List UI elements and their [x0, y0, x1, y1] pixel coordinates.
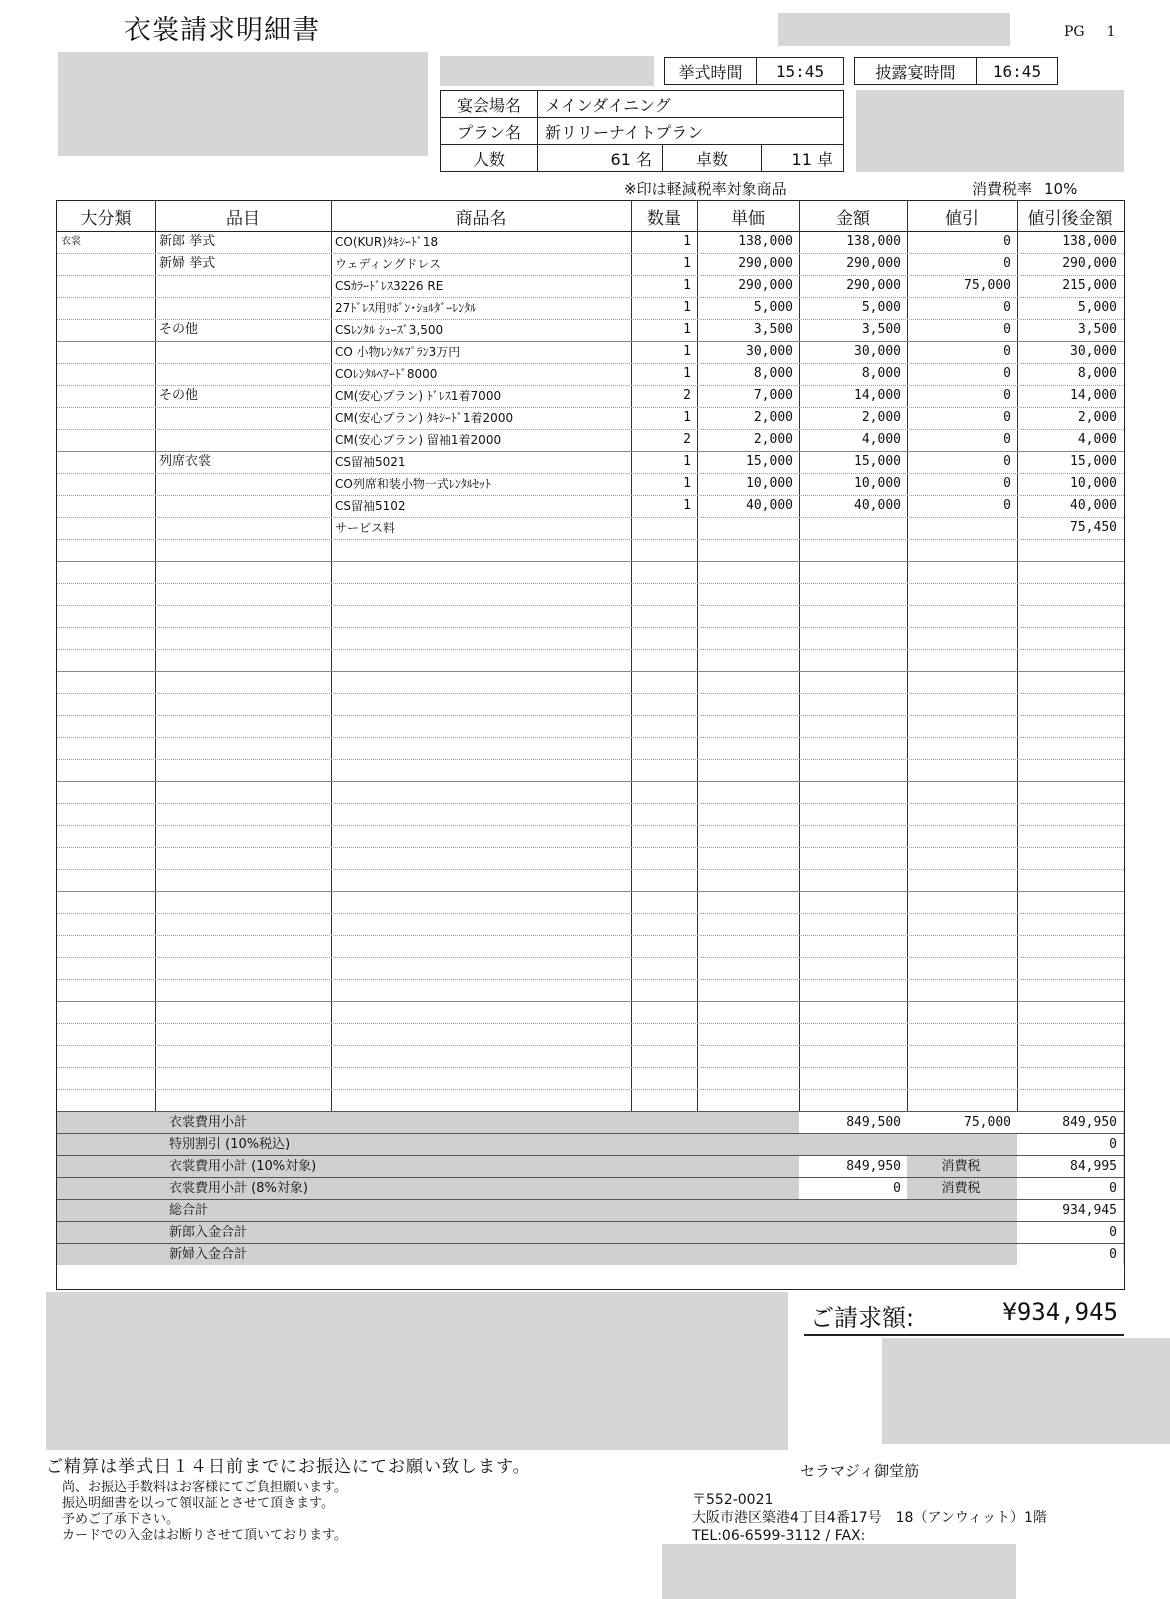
summary-net: 934,945	[1062, 1203, 1117, 1218]
guests-label: 人数	[441, 145, 538, 172]
table-cell-amount: 290,000	[846, 256, 901, 271]
row-divider	[57, 1045, 1124, 1046]
table-cell-cat	[61, 451, 149, 473]
summary-row	[57, 1177, 1124, 1199]
table-cell-item: 新婦 挙式	[159, 256, 216, 271]
table-cell-net: 14,000	[1070, 388, 1117, 403]
table-cell-name: CSﾚﾝﾀﾙ ｼｭｰｽﾞ3,500	[335, 323, 444, 337]
table-cell-amount: 2,000	[861, 410, 901, 425]
table-cell-net: 75,450	[1070, 520, 1117, 535]
table-cell-name: CM(安心プラン) ﾄﾞﾚｽ1着7000	[335, 389, 502, 403]
reception-time-label: 披露宴時間	[855, 58, 977, 84]
table-cell-disc: 0	[1003, 344, 1011, 359]
table-cell-qty: 1	[683, 234, 691, 249]
table-cell-item	[159, 341, 325, 363]
invoice-table	[56, 200, 1125, 1290]
table-cell-name: CM(安心プラン) 留袖1着2000	[335, 433, 502, 447]
table-cell-qty: 2	[683, 432, 691, 447]
table-cell-net: 3,500	[1077, 322, 1117, 337]
summary-label: 衣裳費用小計 (8%対象)	[169, 1181, 308, 1196]
summary-amount: 0	[893, 1181, 901, 1196]
table-cell-item: 新郎 挙式	[159, 234, 216, 249]
table-cell-disc: 0	[1003, 410, 1011, 425]
redacted-block-footer	[662, 1544, 1016, 1599]
row-divider	[57, 737, 1124, 738]
column-divider	[697, 201, 698, 1111]
column-divider	[155, 201, 156, 1111]
table-cell-disc	[911, 517, 1011, 539]
table-cell-item: その他	[159, 388, 199, 403]
summary-net: 0	[1109, 1137, 1117, 1152]
table-cell-disc: 0	[1003, 388, 1011, 403]
table-cell-unit: 8,000	[753, 366, 793, 381]
venue-label: 宴会場名	[441, 91, 538, 117]
table-cell-cat	[61, 517, 149, 539]
summary-row	[57, 1243, 1124, 1265]
table-cell-item	[159, 363, 325, 385]
table-cell-net: 30,000	[1070, 344, 1117, 359]
table-cell-net: 10,000	[1070, 476, 1117, 491]
ceremony-time-value: 15:45	[775, 61, 825, 81]
address-line: 大阪市港区築港4丁目4番17号 18（アンウィット）1階	[692, 1510, 1047, 1526]
table-cell-unit: 15,000	[746, 454, 793, 469]
summary-row	[57, 1133, 1124, 1155]
table-cell-amount: 8,000	[861, 366, 901, 381]
column-header: 数量	[647, 208, 681, 229]
venue-value: メインダイニング	[545, 95, 671, 115]
summary-row	[57, 1111, 1124, 1133]
summary-amount: 849,500	[846, 1115, 901, 1130]
table-cell-amount: 290,000	[846, 278, 901, 293]
row-divider	[57, 847, 1124, 848]
table-cell-unit: 7,000	[753, 388, 793, 403]
table-cell-net: 4,000	[1077, 432, 1117, 447]
table-cell-disc: 0	[1003, 454, 1011, 469]
summary-net: 0	[1109, 1181, 1117, 1196]
table-cell-net: 15,000	[1070, 454, 1117, 469]
table-cell-unit	[701, 517, 793, 539]
summary-net: 84,995	[1070, 1159, 1117, 1174]
table-cell-qty: 1	[683, 278, 691, 293]
redacted-block-customer	[58, 52, 428, 156]
table-cell-unit: 2,000	[753, 432, 793, 447]
table-cell-disc: 0	[1003, 256, 1011, 271]
table-cell-disc: 0	[1003, 234, 1011, 249]
row-divider	[57, 627, 1124, 628]
column-header: 値引	[945, 208, 979, 229]
store-name: セラマジィ御堂筋	[800, 1462, 920, 1480]
reception-time-value: 16:45	[992, 61, 1042, 81]
table-cell-name: CO列席和装小物一式ﾚﾝﾀﾙｾｯﾄ	[335, 477, 491, 491]
column-header: 金額	[836, 208, 870, 229]
table-cell-qty: 1	[683, 454, 691, 469]
table-cell-net: 40,000	[1070, 498, 1117, 513]
table-cell-cat	[61, 429, 149, 451]
summary-label: 新郎入金合計	[169, 1225, 248, 1240]
summary-label: 総合計	[169, 1203, 209, 1218]
row-divider	[57, 1067, 1124, 1068]
summary-net: 849,950	[1062, 1115, 1117, 1130]
plan-value: 新リリーナイトプラン	[545, 122, 704, 142]
table-cell-cat	[61, 319, 149, 341]
summary-disc: 75,000	[964, 1115, 1011, 1130]
summary-disc: 消費税	[941, 1159, 981, 1174]
row-divider	[57, 979, 1124, 980]
summary-amount: 849,950	[846, 1159, 901, 1174]
tax-rate-value: 10%	[1044, 180, 1078, 198]
row-divider	[57, 583, 1124, 584]
table-cell-qty	[635, 517, 691, 539]
redacted-block-top	[778, 13, 1010, 46]
table-cell-unit: 30,000	[746, 344, 793, 359]
table-cell-item	[159, 495, 325, 517]
table-cell-net: 138,000	[1062, 234, 1117, 249]
document-title: 衣裳請求明細書	[124, 15, 320, 46]
table-cell-unit: 40,000	[746, 498, 793, 513]
redacted-block-bottom-left	[46, 1292, 788, 1450]
table-cell-net: 5,000	[1077, 300, 1117, 315]
summary-row	[57, 1221, 1124, 1243]
table-cell-cat	[61, 473, 149, 495]
payment-note: 振込明細書を以って領収証とさせて頂きます。	[62, 1496, 334, 1511]
row-divider	[57, 1023, 1124, 1024]
table-cell-unit: 290,000	[738, 278, 793, 293]
table-cell-disc: 0	[1003, 432, 1011, 447]
row-divider	[57, 957, 1124, 958]
table-cell-cat	[61, 341, 149, 363]
payment-notes	[62, 1480, 347, 1544]
billing-value: ¥934,945	[1002, 1298, 1118, 1326]
column-divider	[631, 201, 632, 1111]
table-cell-amount: 5,000	[861, 300, 901, 315]
summary-net: 0	[1109, 1225, 1117, 1240]
zip-code: 〒552-0021	[692, 1492, 774, 1508]
table-cell-qty: 1	[683, 366, 691, 381]
row-divider	[57, 671, 1124, 672]
column-header: 品目	[226, 208, 260, 229]
guests-value: 61 名	[537, 145, 663, 172]
table-cell-item	[159, 297, 325, 319]
column-divider	[331, 201, 332, 1111]
redacted-block-name	[440, 56, 654, 86]
table-cell-cat	[61, 275, 149, 297]
table-cell-name: COﾚﾝﾀﾙﾍｱｰﾄﾞ8000	[335, 367, 438, 381]
table-cell-name: サービス料	[335, 521, 396, 535]
table-cell-name: CM(安心プラン) ﾀｷｼｰﾄﾞ1着2000	[335, 411, 514, 425]
table-cell-name: CSｶﾗｰﾄﾞﾚｽ3226 RE	[335, 279, 444, 293]
table-cell-item	[159, 517, 325, 539]
row-divider	[57, 935, 1124, 936]
column-divider	[799, 201, 800, 1111]
column-divider	[1017, 201, 1018, 1111]
table-cell-disc: 0	[1003, 366, 1011, 381]
summary-label: 衣裳費用小計	[169, 1115, 248, 1130]
table-cell-name: CO 小物ﾚﾝﾀﾙﾌﾟﾗﾝ3万円	[335, 345, 461, 359]
row-divider	[57, 561, 1124, 562]
event-info-box	[440, 90, 844, 172]
ceremony-time-box	[664, 57, 844, 85]
table-cell-qty: 1	[683, 256, 691, 271]
column-header: 値引後金額	[1027, 208, 1113, 229]
table-cell-item: 列席衣裳	[159, 454, 212, 469]
table-cell-unit: 138,000	[738, 234, 793, 249]
phone-line: TEL:06-6599-3112 / FAX:	[692, 1528, 866, 1544]
table-cell-cat	[61, 363, 149, 385]
venue-row	[441, 91, 843, 118]
table-cell-disc: 75,000	[964, 278, 1011, 293]
summary-disc: 消費税	[941, 1181, 981, 1196]
tables-label: 卓数	[663, 145, 762, 172]
table-cell-cat	[61, 297, 149, 319]
table-cell-unit: 290,000	[738, 256, 793, 271]
guests-row	[441, 145, 843, 172]
column-header: 大分類	[80, 208, 132, 229]
table-cell-item	[159, 407, 325, 429]
table-cell-qty: 1	[683, 498, 691, 513]
row-divider	[57, 759, 1124, 760]
summary-label: 特別割引 (10%税込)	[169, 1137, 291, 1152]
table-cell-unit: 2,000	[753, 410, 793, 425]
summary-net: 0	[1109, 1247, 1117, 1262]
table-cell-amount: 138,000	[846, 234, 901, 249]
table-cell-amount: 10,000	[854, 476, 901, 491]
table-cell-unit: 3,500	[753, 322, 793, 337]
table-cell-disc: 0	[1003, 476, 1011, 491]
table-cell-net: 2,000	[1077, 410, 1117, 425]
table-cell-net: 8,000	[1077, 366, 1117, 381]
table-cell-net: 215,000	[1062, 278, 1117, 293]
payment-note: カードでの入金はお断りさせて頂いております。	[62, 1528, 347, 1543]
table-cell-qty: 1	[683, 476, 691, 491]
table-cell-net: 290,000	[1062, 256, 1117, 271]
row-divider	[57, 605, 1124, 606]
table-cell-disc: 0	[1003, 498, 1011, 513]
page-value: 1	[1106, 24, 1116, 40]
page-number	[1064, 24, 1116, 40]
plan-label: プラン名	[441, 118, 538, 144]
table-cell-amount: 4,000	[861, 432, 901, 447]
tax-rate-label: 消費税率	[972, 180, 1033, 198]
table-cell-unit: 5,000	[753, 300, 793, 315]
table-cell-name: ウェディングドレス	[335, 257, 441, 271]
billing-label: ご請求額:	[810, 1304, 915, 1332]
table-cell-amount	[803, 517, 901, 539]
table-cell-amount: 14,000	[854, 388, 901, 403]
table-cell-cat	[61, 385, 149, 407]
reception-time-box	[854, 57, 1058, 85]
row-divider	[57, 825, 1124, 826]
row-divider	[57, 649, 1124, 650]
row-divider	[57, 913, 1124, 914]
table-cell-name: 27ﾄﾞﾚｽ用ﾘﾎﾞﾝ･ｼｮﾙﾀﾞｰﾚﾝﾀﾙ	[335, 301, 477, 315]
row-divider	[57, 781, 1124, 782]
plan-row	[441, 118, 843, 145]
table-cell-amount: 15,000	[854, 454, 901, 469]
payment-note: 尚、お振込手数料はお客様にてご負担願います。	[62, 1480, 347, 1495]
table-cell-qty: 1	[683, 300, 691, 315]
column-divider	[907, 201, 908, 1111]
table-cell-item	[159, 275, 325, 297]
table-cell-item	[159, 473, 325, 495]
table-cell-amount: 3,500	[861, 322, 901, 337]
table-cell-qty: 1	[683, 344, 691, 359]
row-divider	[57, 693, 1124, 694]
billing-amount	[804, 1298, 1124, 1336]
table-cell-qty: 1	[683, 410, 691, 425]
page-label: PG	[1064, 24, 1085, 40]
table-cell-cat: 衣裳	[61, 236, 81, 247]
table-cell-disc: 0	[1003, 300, 1011, 315]
table-cell-name: CS留袖5102	[335, 499, 406, 513]
tables-value: 11 卓	[791, 150, 833, 169]
row-divider	[57, 715, 1124, 716]
column-header: 商品名	[455, 208, 507, 229]
table-cell-cat	[61, 407, 149, 429]
table-cell-name: CS留袖5021	[335, 455, 406, 469]
table-cell-name: CO(KUR)ﾀｷｼｰﾄﾞ18	[335, 235, 439, 249]
table-cell-qty: 1	[683, 322, 691, 337]
ceremony-time-label: 挙式時間	[665, 58, 757, 84]
table-cell-amount: 40,000	[854, 498, 901, 513]
summary-label: 新婦入金合計	[169, 1247, 248, 1262]
table-cell-item	[159, 429, 325, 451]
row-divider	[57, 1089, 1124, 1090]
payment-note: 予めご了承下さい。	[62, 1512, 180, 1527]
summary-row	[57, 1155, 1124, 1177]
table-cell-cat	[61, 253, 149, 275]
tax-note: ※印は軽減税率対象商品	[624, 180, 787, 198]
table-cell-item: その他	[159, 322, 199, 337]
summary-row	[57, 1199, 1124, 1221]
row-divider	[57, 891, 1124, 892]
payment-notice: ご精算は挙式日１４日前までにお振込にてお願い致します。	[46, 1457, 531, 1477]
table-cell-amount: 30,000	[854, 344, 901, 359]
tax-rate	[972, 178, 1077, 199]
summary-label: 衣裳費用小計 (10%対象)	[169, 1159, 317, 1174]
redacted-block-bottom-right	[882, 1338, 1170, 1444]
table-cell-unit: 10,000	[746, 476, 793, 491]
row-divider	[57, 1001, 1124, 1002]
row-divider	[57, 869, 1124, 870]
table-cell-qty: 2	[683, 388, 691, 403]
row-divider	[57, 539, 1124, 540]
redacted-block-right	[856, 90, 1124, 172]
row-divider	[57, 803, 1124, 804]
store-address	[692, 1491, 1047, 1545]
column-header: 単価	[731, 208, 765, 229]
table-cell-cat	[61, 495, 149, 517]
table-cell-disc: 0	[1003, 322, 1011, 337]
